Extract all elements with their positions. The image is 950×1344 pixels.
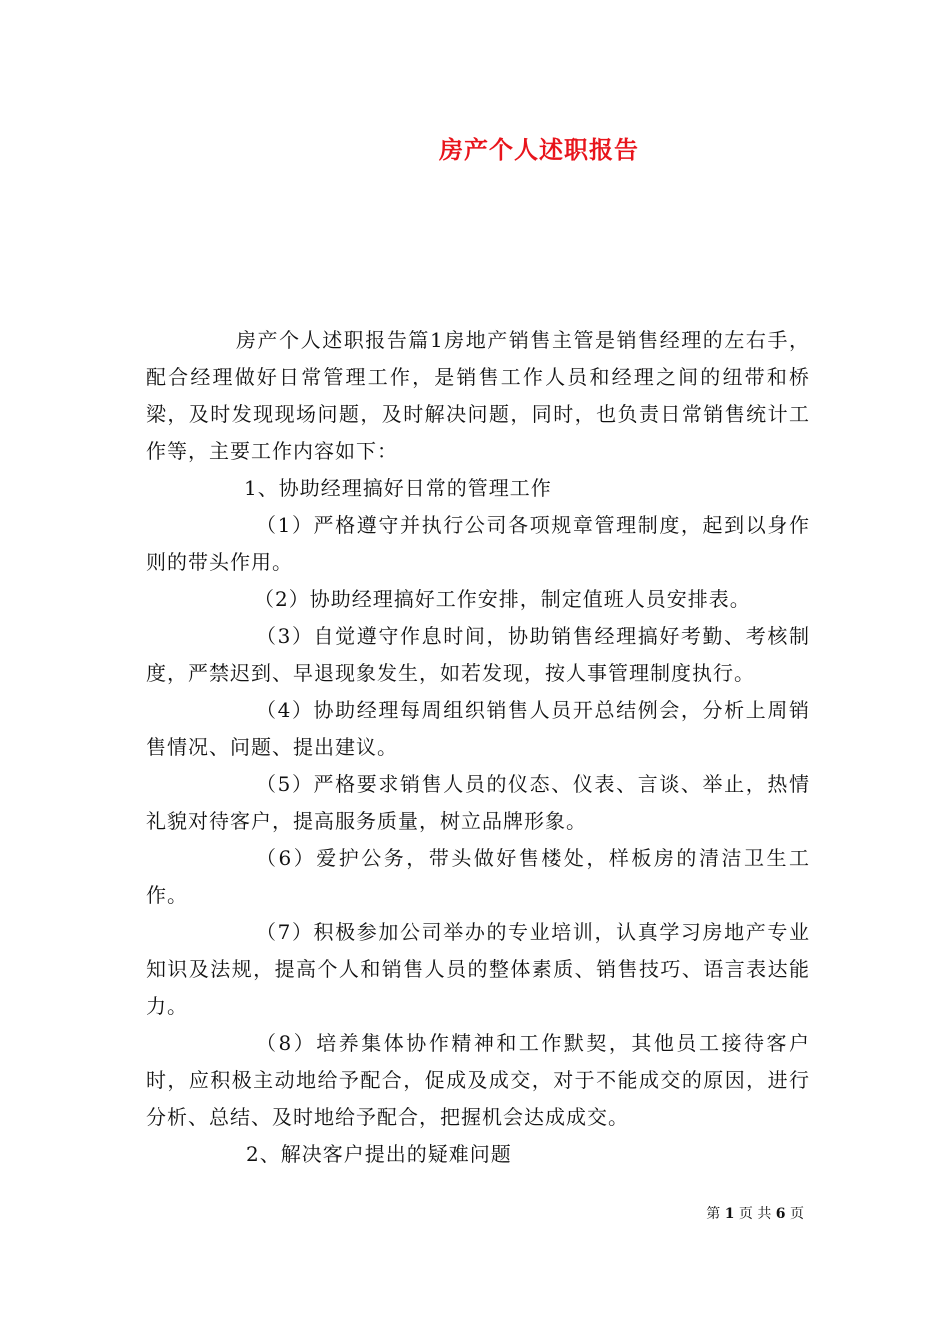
footer-suffix: 页 (790, 1206, 804, 1222)
footer-prefix: 第 (706, 1206, 721, 1222)
document-body (146, 322, 810, 1173)
footer-middle: 页 共 (738, 1206, 772, 1222)
document-title: 房产个人述职报告 (439, 135, 639, 164)
list-item-1: （1）严格遵守并执行公司各项规章管理制度，起到以身作则的带头作用。 (146, 513, 810, 574)
section-heading-2: 2、解决客户提出的疑难问题 (246, 1142, 512, 1166)
footer-page-number: 1 (724, 1206, 735, 1222)
list-item-6: （6）爱护公务，带头做好售楼处，样板房的清洁卫生工作。 (146, 846, 810, 907)
list-item-8: （8）培养集体协作精神和工作默契，其他员工接待客户时，应积极主动地给予配合，促成及成交，对于不能成交的原因，进行分析、总结、及时地给予配合，把握机会达成成交。 (146, 1031, 810, 1129)
list-item-7: （7）积极参加公司举办的专业培训，认真学习房地产专业知识及法规，提高个人和销售人员的整体素质、销售技巧、语言表达能力。 (146, 920, 810, 1018)
list-item-2: （2）协助经理搞好工作安排，制定值班人员安排表。 (254, 587, 751, 611)
paragraph-intro: 房产个人述职报告篇1房地产销售主管是销售经理的左右手，配合经理做好日常管理工作，是销售工作人员和经理之间的纽带和桥梁，及时发现现场问题，及时解决问题，同时，也负责日常销售统计工作等，主要工作内容如下： (146, 328, 810, 463)
list-item-5: （5）严格要求销售人员的仪态、仪表、言谈、举止，热情礼貌对待客户，提高服务质量，树立品牌形象。 (146, 772, 810, 833)
list-item-3: （3）自觉遵守作息时间，协助销售经理搞好考勤、考核制度，严禁迟到、早退现象发生，如若发现，按人事管理制度执行。 (146, 624, 810, 685)
page-footer (706, 1204, 804, 1224)
footer-total-pages: 6 (775, 1206, 786, 1222)
section-heading-1: 1、协助经理搞好日常的管理工作 (244, 476, 552, 500)
list-item-4: （4）协助经理每周组织销售人员开总结例会，分析上周销售情况、问题、提出建议。 (146, 698, 810, 759)
